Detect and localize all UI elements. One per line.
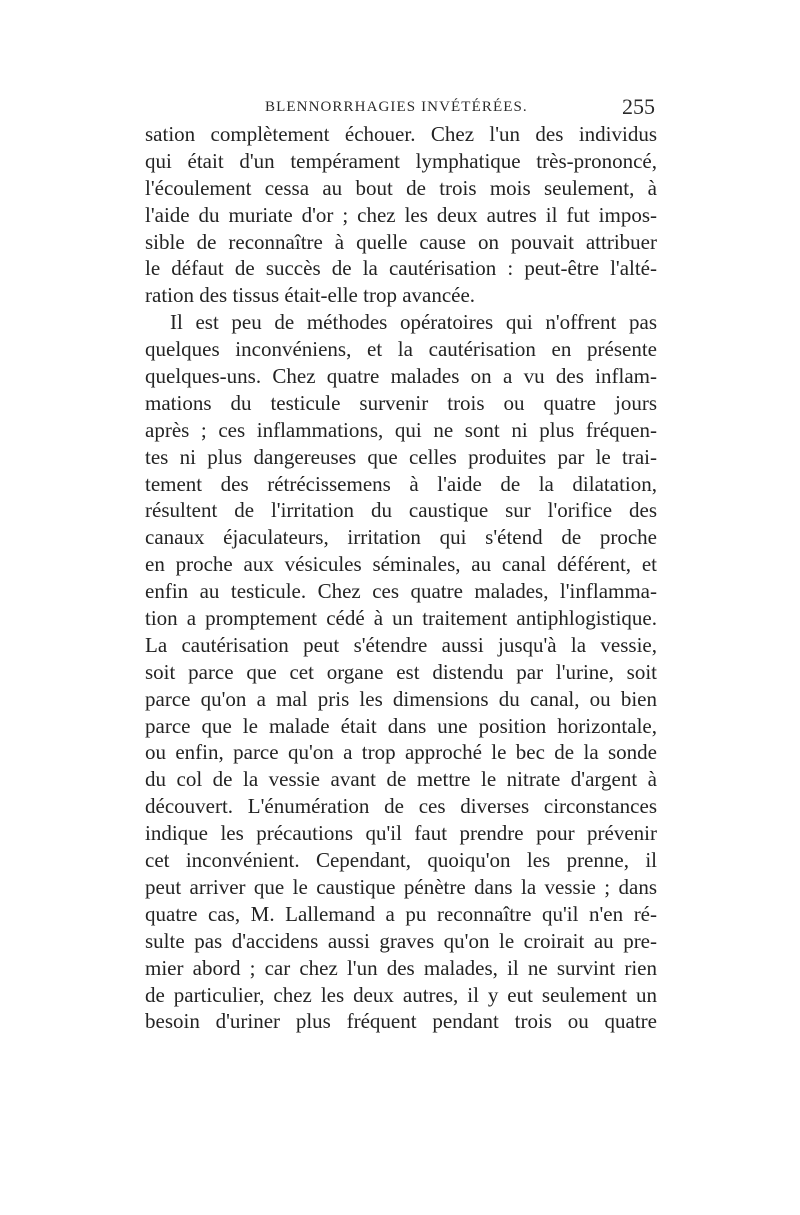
text-line: parce que le malade était dans une position horizontale, — [145, 713, 657, 738]
text-line: résultent de l'irritation du caustique sur l'orifice des — [145, 498, 657, 523]
page-number: 255 — [622, 94, 655, 119]
text-line: canaux éjaculateurs, irritation qui s'étend de proche — [145, 525, 657, 550]
text-line: le défaut de succès de la cautérisation : peut-être l'alté- — [145, 256, 657, 281]
text-line: cet inconvénient. Cependant, quoiqu'on les prenne, il — [145, 848, 657, 873]
text-line: quelques-uns. Chez quatre malades on a vu des inflam- — [145, 364, 657, 389]
text-line: Il est peu de méthodes opératoires qui n'offrent pas — [170, 310, 657, 335]
text-line: ration des tissus était-elle trop avancée. — [145, 283, 476, 308]
text-line: quatre cas, M. Lallemand a pu reconnaître qu'il n'en ré- — [145, 901, 657, 926]
text-line: de particulier, chez les deux autres, il y eut seulement un — [145, 982, 657, 1007]
text-line: tement des rétrécissemens à l'aide de la dilatation, — [145, 471, 657, 496]
text-line: après ; ces inflammations, qui ne sont ni plus fréquen- — [145, 417, 657, 442]
body-text — [145, 121, 657, 1035]
text-line: peut arriver que le caustique pénètre dans la vessie ; dans — [145, 874, 657, 899]
text-line: mier abord ; car chez l'un des malades, il ne survint rien — [145, 955, 657, 980]
text-line: La cautérisation peut s'étendre aussi jusqu'à la vessie, — [145, 632, 657, 657]
text-line: qui était d'un tempérament lymphatique très-prononcé, — [145, 148, 657, 173]
text-line: parce qu'on a mal pris les dimensions du canal, ou bien — [145, 686, 657, 711]
text-line: ou enfin, parce qu'on a trop approché le bec de la sonde — [145, 740, 657, 765]
text-line: besoin d'uriner plus fréquent pendant trois ou quatre — [145, 1009, 657, 1034]
text-line: tion a promptement cédé à un traitement antiphlogistique. — [145, 606, 657, 631]
text-line: l'aide du muriate d'or ; chez les deux autres il fut impos- — [145, 202, 657, 227]
text-line: enfin au testicule. Chez ces quatre malades, l'inflamma- — [145, 579, 657, 604]
text-line: soit parce que cet organe est distendu par l'urine, soit — [145, 659, 657, 684]
text-line: du col de la vessie avant de mettre le nitrate d'argent à — [145, 767, 657, 792]
text-line: l'écoulement cessa au bout de trois mois seulement, à — [145, 175, 657, 200]
text-line: tes ni plus dangereuses que celles produites par le trai- — [145, 444, 657, 469]
text-line: sulte pas d'accidens aussi graves qu'on le croirait au pre- — [145, 928, 657, 953]
page-header — [145, 94, 657, 124]
text-line: en proche aux vésicules séminales, au canal déférent, et — [145, 552, 657, 577]
text-line: sation complètement échouer. Chez l'un des individus — [145, 122, 657, 146]
text-line: mations du testicule survenir trois ou quatre jours — [145, 390, 657, 415]
text-line: sible de reconnaître à quelle cause on pouvait attribuer — [145, 229, 657, 254]
running-head: BLENNORRHAGIES INVÉTÉRÉES. — [265, 99, 528, 115]
text-line: indique les précautions qu'il faut prendre pour prévenir — [145, 821, 657, 846]
text-line: quelques inconvéniens, et la cautérisation en présente — [145, 337, 657, 362]
text-line: découvert. L'énumération de ces diverses circonstances — [145, 794, 657, 819]
